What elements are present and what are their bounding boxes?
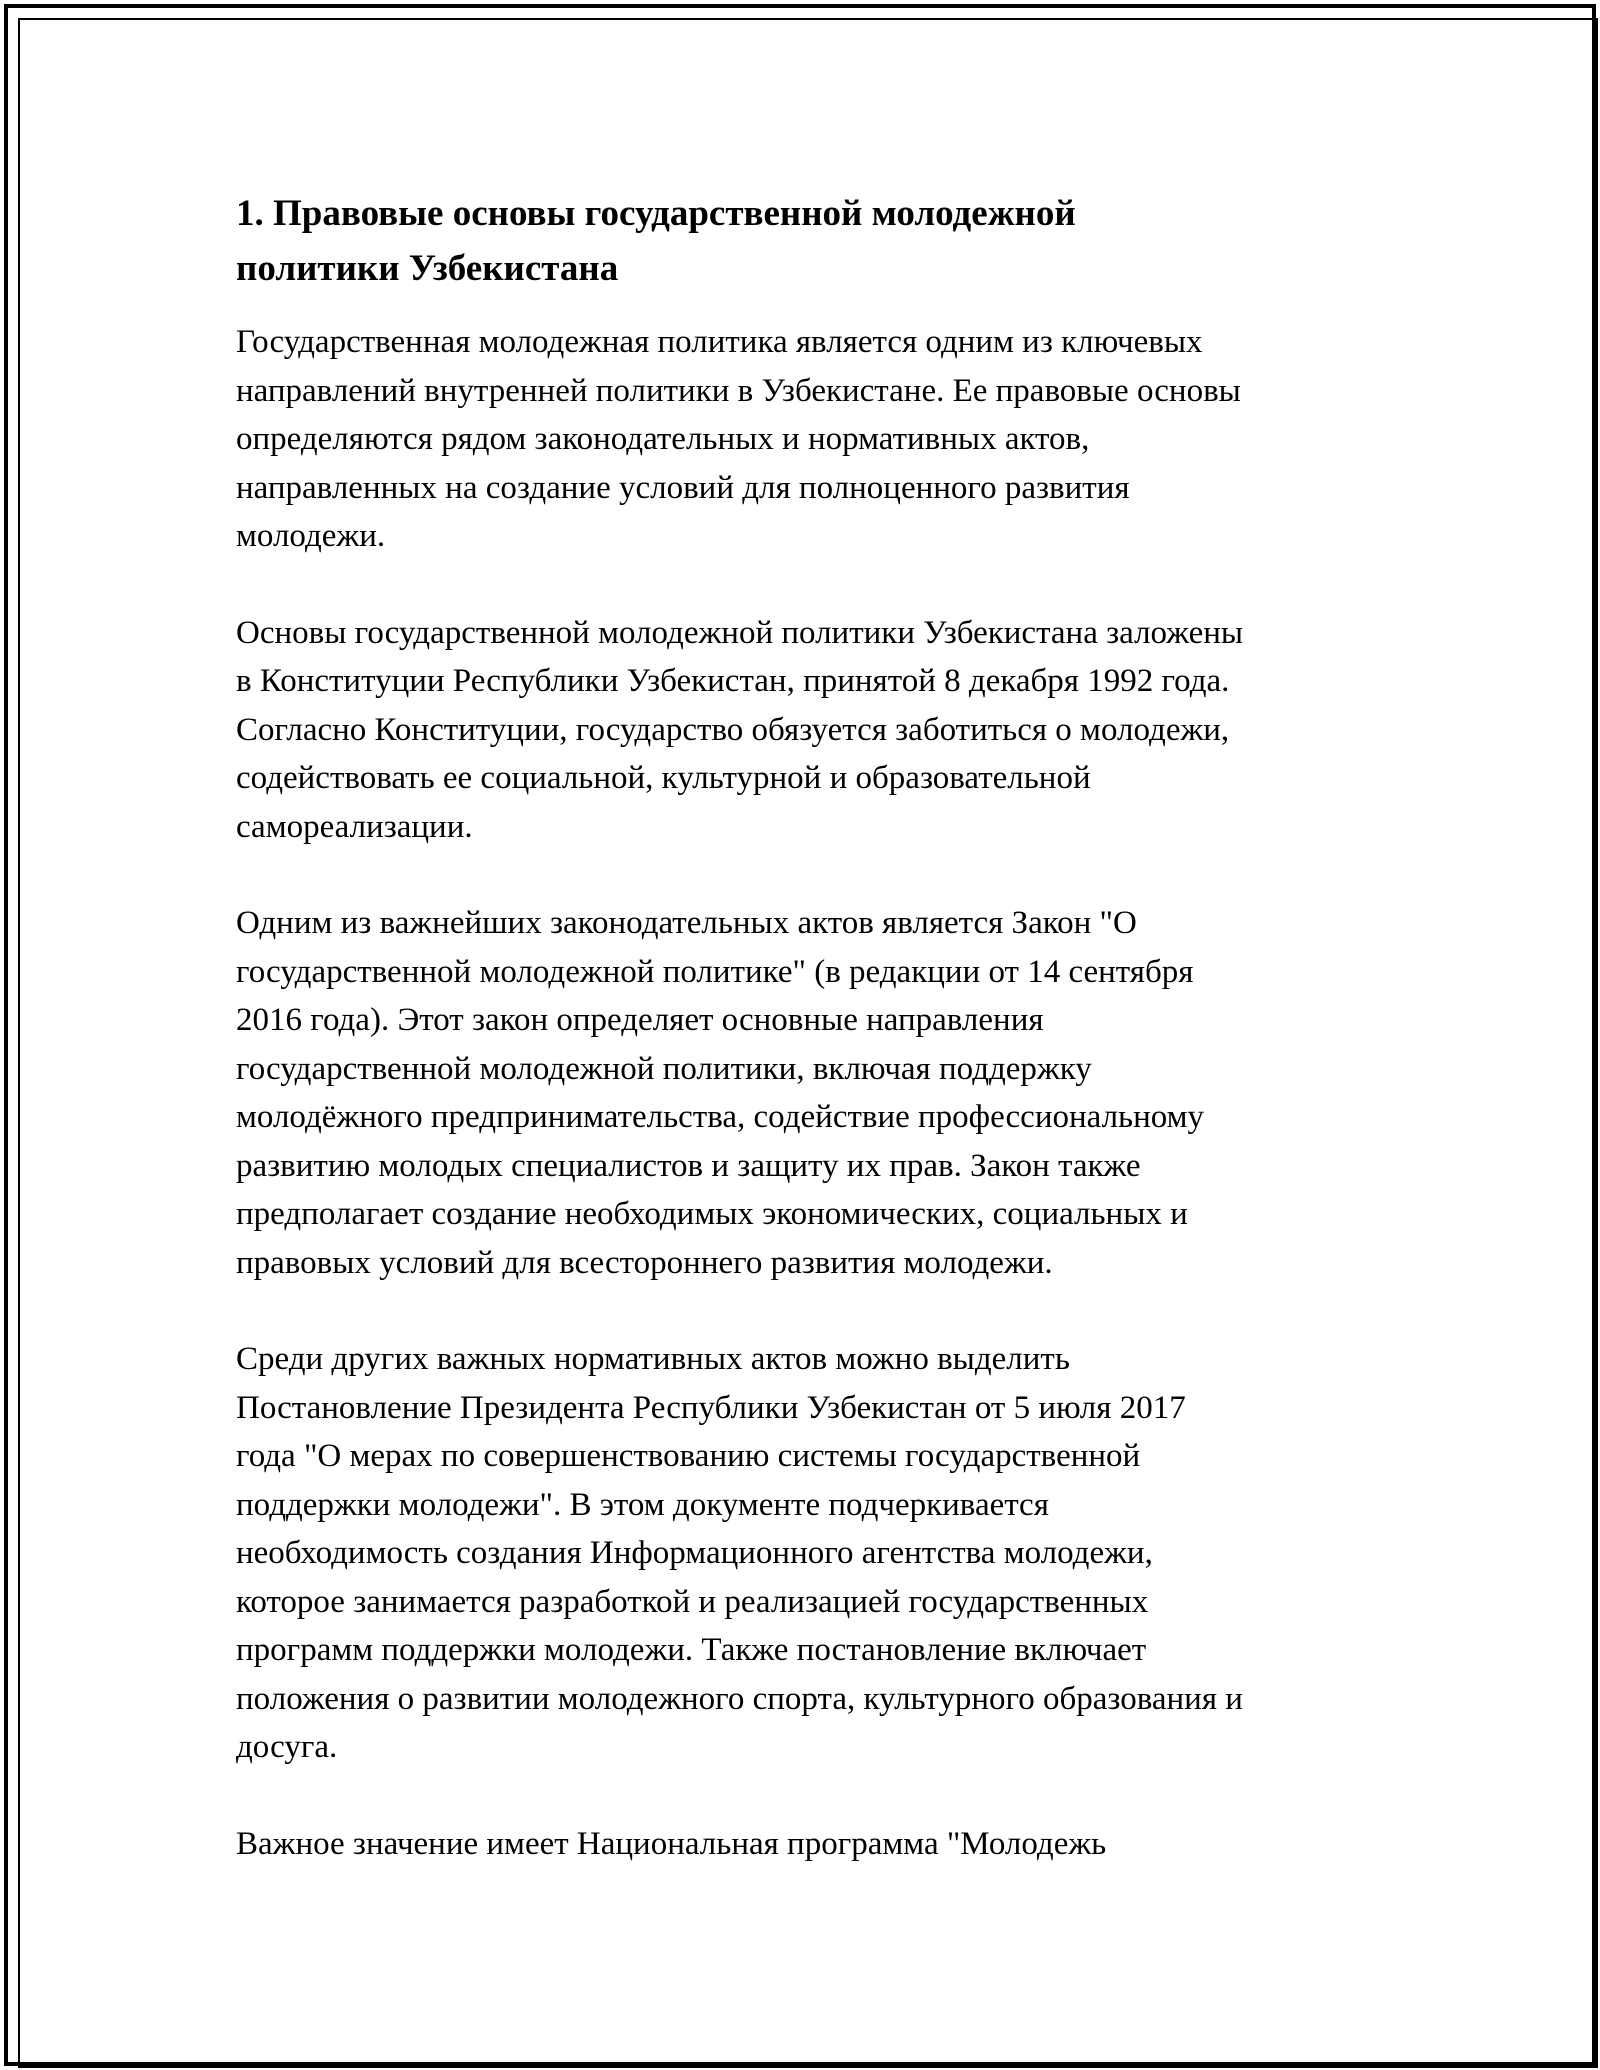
paragraph-3: Одним из важнейших законодательных актов является Закон "О государственной молодежной политике" (в редакции от 14 сентября 2016 года). Этот закон определяет основные направления государственной молодежной политики, включая поддержку молодёжного предпринимательства, содействие профессиональному развитию молодых специалистов и защиту их прав. Закон также предполагает создание необходимых экономических, социальных и правовых условий для всестороннего развития молодежи.: [236, 905, 1205, 1281]
document-body: [236, 186, 1396, 1916]
paragraph-5: Важное значение имеет Национальная программа "Молодежь: [236, 1825, 1107, 1862]
section-heading: 1. Правовые основы государственной молодежной политики Узбекистана: [236, 193, 1076, 289]
paragraph-2: Основы государственной молодежной политики Узбекистана заложены в Конституции Республики Узбекистан, принятой 8 декабря 1992 года. Согласно Конституции, государство обязуется заботиться о молодежи, содействовать ее социальной, культурной и образовательной самореализации.: [236, 614, 1244, 845]
paragraph-1: Государственная молодежная политика является одним из ключевых направлений внутренней политики в Узбекистане. Ее правовые основы определяются рядом законодательных и нормативных актов, направленных на создание условий для полноценного развития молодежи.: [236, 324, 1241, 554]
paragraph-4: Среди других важных нормативных актов можно выделить Постановление Президента Республики Узбекистан от 5 июля 2017 года "О мерах по совершенствованию системы государственной поддержки молодежи". В этом документе подчеркивается необходимость создания Информационного агентства молодежи, которое занимается разработкой и реализацией государственных программ поддержки молодежи. Также постановление включает положения о развитии молодежного спорта, культурного образования и досуга.: [236, 1341, 1243, 1765]
